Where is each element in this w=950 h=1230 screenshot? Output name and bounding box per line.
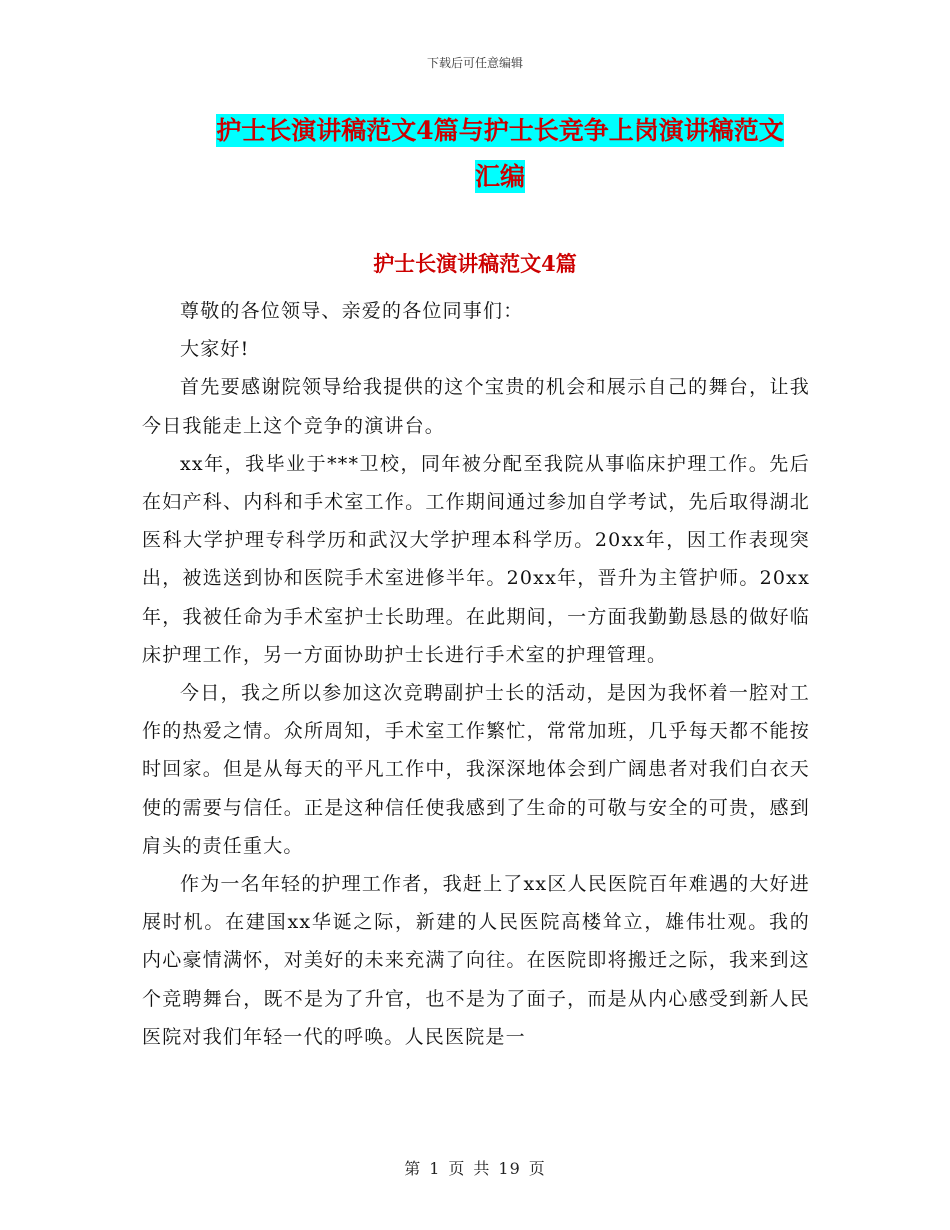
document-title <box>160 108 840 200</box>
page-footer <box>0 1156 950 1179</box>
body-text <box>142 292 810 1056</box>
paragraph: 首先要感谢院领导给我提供的这个宝贵的机会和展示自己的舞台，让我今日我能走上这个竞争的演讲台。 <box>142 376 810 437</box>
section-title: 护士长演讲稿范文4篇 <box>373 251 577 276</box>
footer-mid-2: 共 <box>473 1159 491 1178</box>
paragraph: xx年，我毕业于***卫校，同年被分配至我院从事临床护理工作。先后在妇产科、内科和手术室工作。工作期间通过参加自学考试，先后取得湖北医科大学护理专科学历和武汉大学护理本科学历。20xx年，因工作表现突出，被选送到协和医院手术室进修半年。20xx年，晋升为主管护师。20xx年，我被任命为手术室护士长助理。在此期间，一方面我勤勤恳恳的做好临床护理工作，另一方面协助护士长进行手术室的护理管理。 <box>142 452 810 666</box>
footer-prefix: 第 <box>404 1159 422 1178</box>
paragraph: 今日，我之所以参加这次竞聘副护士长的活动，是因为我怀着一腔对工作的热爱之情。众所周知，手术室工作繁忙，常常加班，几乎每天都不能按时回家。但是从每天的平凡工作中，我深深地体会到广阔患者对我们白衣天使的需要与信任。正是这种信任使我感到了生命的可敬与安全的可贵，感到肩头的责任重大。 <box>142 682 810 857</box>
footer-suffix: 页 <box>528 1159 546 1178</box>
footer-mid-1: 页 <box>448 1159 466 1178</box>
footer-total-pages: 19 <box>498 1159 521 1178</box>
paragraph: 作为一名年轻的护理工作者，我赶上了xx区人民医院百年难遇的大好进展时机。在建国xx华诞之际，新建的人民医院高楼耸立，雄伟壮观。我的内心豪情满怀，对美好的未来充满了向往。在医院即将搬迁之际，我来到这个竞聘舞台，既不是为了升官，也不是为了面子，而是从内心感受到新人民医院对我们年轻一代的呼唤。人民医院是一 <box>142 873 810 1048</box>
paragraph-salutation: 尊敬的各位领导、亲爱的各位同事们： <box>180 300 524 322</box>
footer-page-number: 1 <box>429 1159 441 1178</box>
header-note: 下载后可任意编辑 <box>426 56 523 70</box>
title-line-1: 护士长演讲稿范文4篇与护士长竞争上岗演讲稿范文 <box>216 116 784 145</box>
title-line-2: 汇编 <box>474 162 525 191</box>
paragraph-greeting: 大家好! <box>180 338 250 361</box>
